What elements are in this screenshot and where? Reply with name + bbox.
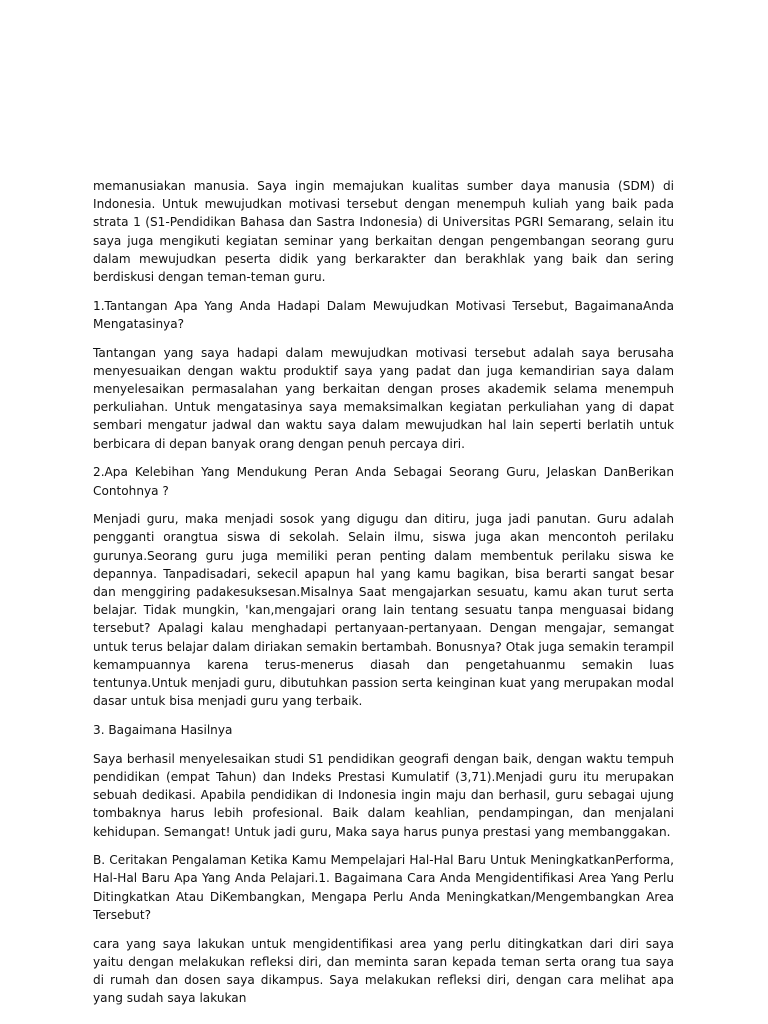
question-heading: 3. Bagaimana Hasilnya xyxy=(93,722,233,737)
body-paragraph: Menjadi guru, maka menjadi sosok yang digugu dan ditiru, juga jadi panutan. Guru adalah pengganti orangtua siswa di sekolah. Selain ilmu, siswa juga akan mencontoh perilaku gurunya.Seorang guru juga memiliki peran penting dalam membentuk perilaku siswa ke depannya. Tanpadisadari, sekecil apapun hal yang kamu bagikan, bisa berarti sangat besar dan menggiring padakesuksesan.Misalnya Saat mengajarkan sesuatu, kamu akan turut serta belajar. Tidak mungkin, 'kan,mengajari orang lain tentang sesuatu tanpa menguasai bidang tersebut? Apalagi kalau menghadapi pertanyaan-pertanyaan. Dengan mengajar, semangat untuk terus belajar dalam diriakan semakin bertambah. Bonusnya? Otak juga semakin terampil kemampuannya karena terus-menerus diasah dan pengetahuanmu semakin luas tentunya.Untuk menjadi guru, dibutuhkan passion serta keinginan kuat yang merupakan modal dasar untuk bisa menjadi guru yang terbaik. xyxy=(93,512,674,709)
body-paragraph: Tantangan yang saya hadapi dalam mewujudkan motivasi tersebut adalah saya berusaha menyesuaikan dengan waktu produktif saya yang padat dan juga kemandirian saya dalam menyelesaikan permasalahan yang berkaitan dengan proses akademik selama menempuh perkuliahan. Untuk mengatasinya saya memaksimalkan kegiatan perkuliahan yang di dapat sembari mengatur jadwal dan waktu saya dalam mewujudkan hal lain seperti berlatih untuk berbicara di depan banyak orang dengan penuh percaya diri. xyxy=(93,345,674,451)
question-heading: 1.Tantangan Apa Yang Anda Hadapi Dalam Mewujudkan Motivasi Tersebut, BagaimanaAnda Mengatasinya? xyxy=(93,298,674,331)
document-body xyxy=(93,177,674,1018)
section-heading: B. Ceritakan Pengalaman Ketika Kamu Mempelajari Hal-Hal Baru Untuk MeningkatkanPerforma, Hal-Hal Baru Apa Yang Anda Pelajari.1. Bagaimana Cara Anda Mengidentifikasi Area Yang Perlu Ditingkatkan Atau DiKembangkan, Mengapa Perlu Anda Meningkatkan/Mengembangkan Area Tersebut? xyxy=(93,853,674,922)
body-paragraph: Saya berhasil menyelesaikan studi S1 pendidikan geografi dengan baik, dengan waktu tempuh pendidikan (empat Tahun) dan Indeks Prestasi Kumulatif (3,71).Menjadi guru itu merupakan sebuah dedikasi. Apabila pendidikan di Indonesia ingin maju dan berhasil, guru sebagai ujung tombaknya harus lebih profesional. Baik dalam keahlian, pendampingan, dan menjalani kehidupan. Semangat! Untuk jadi guru, Maka saya harus punya prestasi yang membanggakan. xyxy=(93,751,674,839)
body-paragraph: memanusiakan manusia. Saya ingin memajukan kualitas sumber daya manusia (SDM) di Indonesia. Untuk mewujudkan motivasi tersebut dengan menempuh kuliah yang baik pada strata 1 (S1-Pendidikan Bahasa dan Sastra Indonesia) di Universitas PGRI Semarang, selain itu saya juga mengikuti kegiatan seminar yang berkaitan dengan pengembangan seorang guru dalam mewujudkan peserta didik yang berkarakter dan berakhlak yang baik dan sering berdiskusi dengan teman-teman guru. xyxy=(93,179,674,285)
body-paragraph: cara yang saya lakukan untuk mengidentifikasi area yang perlu ditingkatkan dari diri saya yaitu dengan melakukan refleksi diri, dan meminta saran kepada teman serta orang tua saya di rumah dan dosen saya dikampus. Saya melakukan refleksi diri, dengan cara melihat apa yang sudah saya lakukan xyxy=(93,936,674,1006)
question-heading: 2.Apa Kelebihan Yang Mendukung Peran Anda Sebagai Seorang Guru, Jelaskan DanBerikan Contohnya ? xyxy=(93,465,674,498)
